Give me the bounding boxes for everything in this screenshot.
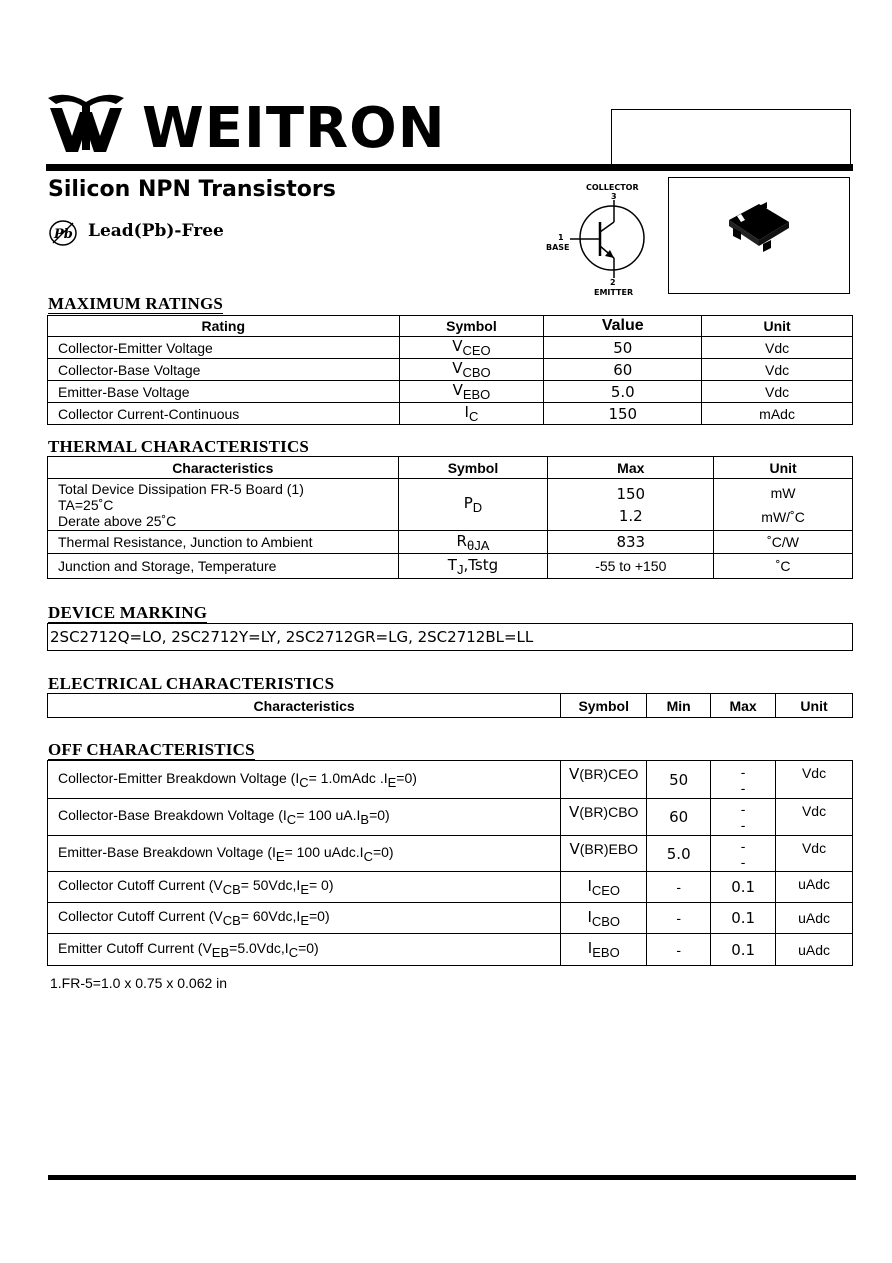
symbol-cell: VEBO xyxy=(399,381,544,403)
unit-cell: ˚C/W xyxy=(714,531,853,554)
max-cell: 150 1.2 xyxy=(548,479,714,531)
table-row xyxy=(48,934,853,966)
table-row xyxy=(48,337,853,359)
table-row xyxy=(48,554,853,579)
page-title: Silicon NPN Transistors xyxy=(48,177,336,202)
min-cell: 60 xyxy=(647,799,711,836)
off-characteristics-table xyxy=(47,760,853,966)
col-header-symbol: Symbol xyxy=(561,694,647,718)
table-header-row xyxy=(48,316,853,337)
table-row xyxy=(48,479,853,531)
char-cell: Collector Cutoff Current (VCB= 60Vdc,IE=0) xyxy=(48,903,561,934)
char-cell: Thermal Resistance, Junction to Ambient xyxy=(48,531,399,554)
symbol-cell: V(BR)CEO xyxy=(561,761,647,799)
pb-free-icon xyxy=(48,219,78,247)
emitter-pin: 2 xyxy=(610,278,616,287)
thermal-table xyxy=(47,456,853,579)
char-cell: Junction and Storage, Temperature xyxy=(48,554,399,579)
base-label: BASE xyxy=(546,243,570,252)
max-ratings-heading: MAXIMUM RATINGS xyxy=(48,294,224,313)
col-header-characteristics: Characteristics xyxy=(48,694,561,718)
col-header-min: Min xyxy=(647,694,711,718)
off-heading: OFF CHARACTERISTICS xyxy=(48,740,255,759)
max-cell: 833 xyxy=(548,531,714,554)
max-ratings-table xyxy=(47,315,853,425)
col-header-max: Max xyxy=(548,457,714,479)
table-row xyxy=(48,359,853,381)
char-cell: Collector-Base Breakdown Voltage (IC= 100 uA.IB=0) xyxy=(48,799,561,836)
brand-name: WEITRON xyxy=(142,96,446,161)
symbol-cell: IEBO xyxy=(561,934,647,966)
value-cell: 5.0 xyxy=(544,381,702,403)
col-header-unit: Unit xyxy=(776,694,853,718)
weitron-logo-icon xyxy=(46,92,126,156)
char-cell: Collector Cutoff Current (VCB= 50Vdc,IE= 0) xyxy=(48,872,561,903)
col-header-rating: Rating xyxy=(48,316,400,337)
unit-cell: mAdc xyxy=(702,403,853,425)
unit-cell: mW mW/˚C xyxy=(714,479,853,531)
table-row xyxy=(48,761,853,799)
max-cell: -55 to +150 xyxy=(548,554,714,579)
min-cell: 5.0 xyxy=(647,836,711,872)
col-header-symbol: Symbol xyxy=(398,457,548,479)
table-row xyxy=(48,836,853,872)
table-header-row xyxy=(48,457,853,479)
symbol-cell: V(BR)EBO xyxy=(561,836,647,872)
symbol-cell: TJ,Tstg xyxy=(398,554,548,579)
col-header-max: Max xyxy=(711,694,776,718)
symbol-cell: V(BR)CBO xyxy=(561,799,647,836)
collector-label: COLLECTOR xyxy=(586,183,639,192)
table-row xyxy=(48,531,853,554)
symbol-cell: IC xyxy=(399,403,544,425)
col-header-characteristics: Characteristics xyxy=(48,457,399,479)
npn-schematic xyxy=(540,178,660,300)
unit-cell: Vdc xyxy=(702,337,853,359)
unit-cell: ˚C xyxy=(714,554,853,579)
device-marking-heading: DEVICE MARKING xyxy=(48,603,208,622)
table-row xyxy=(48,903,853,934)
char-cell: Total Device Dissipation FR-5 Board (1) TA=25˚C Derate above 25˚C xyxy=(48,479,399,531)
collector-pin: 3 xyxy=(611,192,617,201)
value-cell: 60 xyxy=(544,359,702,381)
char-cell: Collector-Emitter Breakdown Voltage (IC= 1.0mAdc .IE=0) xyxy=(48,761,561,799)
unit-cell: Vdc xyxy=(776,836,853,872)
table-row xyxy=(48,799,853,836)
min-cell: - xyxy=(647,934,711,966)
thermal-heading: THERMAL CHARACTERISTICS xyxy=(48,437,310,456)
table-row xyxy=(48,381,853,403)
col-header-value: Value xyxy=(544,316,702,337)
package-image-box xyxy=(668,177,850,294)
unit-cell: Vdc xyxy=(702,381,853,403)
value-cell: 50 xyxy=(544,337,702,359)
device-marking-text: 2SC2712Q=LO, 2SC2712Y=LY, 2SC2712GR=LG, 2SC2712BL=LL xyxy=(47,623,853,651)
electrical-header-table xyxy=(47,693,853,718)
table-row xyxy=(48,872,853,903)
unit-cell: uAdc xyxy=(776,934,853,966)
bottom-rule xyxy=(48,1175,856,1180)
base-pin: 1 xyxy=(558,233,564,242)
emitter-label: EMITTER xyxy=(594,288,634,297)
min-cell: 50 xyxy=(647,761,711,799)
unit-cell: Vdc xyxy=(776,761,853,799)
sot23-package-icon xyxy=(719,196,799,256)
electrical-heading: ELECTRICAL CHARACTERISTICS xyxy=(48,674,335,693)
max-cell: 0.1 xyxy=(711,903,776,934)
table-row xyxy=(48,403,853,425)
max-cell: 0.1 xyxy=(711,872,776,903)
lead-free-label: Lead(Pb)-Free xyxy=(88,221,224,241)
unit-cell: Vdc xyxy=(776,799,853,836)
unit-cell: Vdc xyxy=(702,359,853,381)
col-header-unit: Unit xyxy=(702,316,853,337)
rating-name: Collector-Emitter Voltage xyxy=(48,337,400,359)
unit-cell: uAdc xyxy=(776,903,853,934)
max-cell: - - xyxy=(711,799,776,836)
symbol-cell: VCBO xyxy=(399,359,544,381)
col-header-symbol: Symbol xyxy=(399,316,544,337)
unit-cell: uAdc xyxy=(776,872,853,903)
min-cell: - xyxy=(647,872,711,903)
symbol-cell: ICBO xyxy=(561,903,647,934)
footnote: 1.FR-5=1.0 x 0.75 x 0.062 in xyxy=(50,975,228,991)
char-cell: Emitter Cutoff Current (VEB=5.0Vdc,IC=0) xyxy=(48,934,561,966)
max-cell: - - xyxy=(711,761,776,799)
rating-name: Collector Current-Continuous xyxy=(48,403,400,425)
max-cell: 0.1 xyxy=(711,934,776,966)
part-number-box xyxy=(611,109,851,165)
col-header-unit: Unit xyxy=(714,457,853,479)
top-rule xyxy=(46,164,853,171)
table-header-row xyxy=(48,694,853,718)
value-cell: 150 xyxy=(544,403,702,425)
min-cell: - xyxy=(647,903,711,934)
symbol-cell: PD xyxy=(398,479,548,531)
symbol-cell: RθJA xyxy=(398,531,548,554)
max-cell: - - xyxy=(711,836,776,872)
pb-symbol: Pb xyxy=(54,227,73,242)
rating-name: Collector-Base Voltage xyxy=(48,359,400,381)
char-cell: Emitter-Base Breakdown Voltage (IE= 100 uAdc.IC=0) xyxy=(48,836,561,872)
rating-name: Emitter-Base Voltage xyxy=(48,381,400,403)
symbol-cell: ICEO xyxy=(561,872,647,903)
symbol-cell: VCEO xyxy=(399,337,544,359)
